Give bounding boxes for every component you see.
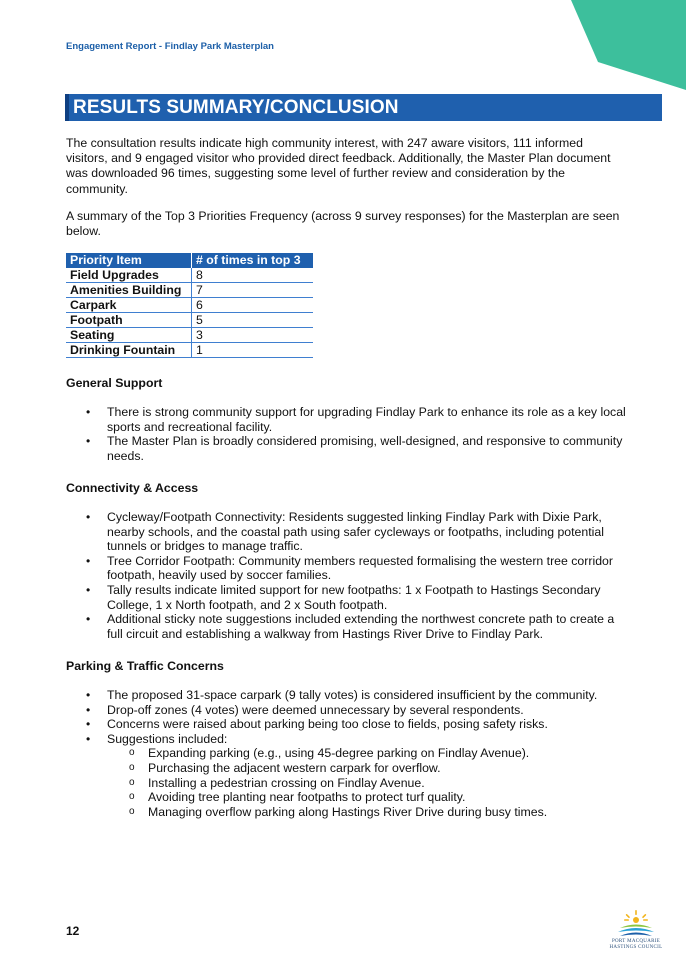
- priority-item-cell: Seating: [66, 328, 192, 343]
- sub-list-item: [107, 776, 632, 791]
- list-item-text: The Master Plan is broadly considered promising, well-designed, and responsive to community needs.: [107, 434, 623, 463]
- hollow-circle-icon: o: [129, 805, 135, 817]
- list-item: [66, 703, 632, 718]
- priority-item-cell: Carpark: [66, 298, 192, 313]
- count-cell: 1: [192, 343, 314, 358]
- hollow-circle-icon: o: [129, 747, 135, 759]
- list-item-text: Cycleway/Footpath Connectivity: Residents suggested linking Findlay Park with Dixie Park, nearby schools, and the coastal path using safer cycleways or footpaths, including potential tunnels or bridges to manage traffic.: [107, 510, 604, 554]
- list-item-text: Tree Corridor Footpath: Community members requested formalising the western tree corridor footpath, heavily used by soccer families.: [107, 553, 613, 583]
- sub-list-item: [107, 790, 632, 805]
- sub-list-item-text: Purchasing the adjacent western carpark for overflow.: [148, 760, 441, 775]
- count-cell: 5: [192, 313, 314, 328]
- sub-list-item: [107, 805, 632, 820]
- page-number: 12: [66, 924, 80, 938]
- list-item: [66, 510, 632, 554]
- column-header-count: # of times in top 3: [192, 253, 314, 268]
- bullet-dot-icon: •: [86, 582, 91, 597]
- table-header-row: [66, 253, 313, 268]
- list-item-text: There is strong community support for upgrading Findlay Park to enhance its role as a key local sports and recreational facility.: [107, 405, 626, 434]
- suggestions-sublist: [107, 746, 632, 819]
- summary-paragraph: A summary of the Top 3 Priorities Frequency (across 9 survey responses) for the Masterplan are seen below.: [66, 209, 620, 239]
- column-header-priority-item: Priority Item: [66, 253, 192, 268]
- priorities-table: [66, 253, 313, 358]
- priority-item-cell: Field Upgrades: [66, 268, 192, 283]
- sub-list-item: [107, 746, 632, 761]
- list-item: [66, 583, 632, 612]
- intro-paragraph: The consultation results indicate high community interest, with 247 aware visitors, 111 informed visitors, and 9 engaged visitor who provided direct feedback. Additionally, the Master Plan document was downloaded 96 times, suggesting some level of further review and consideration by the community.: [66, 136, 611, 196]
- connectivity-list: [66, 510, 632, 641]
- bullet-dot-icon: •: [86, 405, 91, 419]
- count-cell: 6: [192, 298, 314, 313]
- bullet-dot-icon: •: [86, 717, 91, 732]
- section-title: RESULTS SUMMARY/CONCLUSION: [65, 94, 662, 121]
- list-item: [66, 434, 632, 463]
- table-row: [66, 343, 313, 358]
- table-row: [66, 313, 313, 328]
- general-support-list: [66, 405, 632, 463]
- list-item: [66, 554, 632, 583]
- logo-line-2: HASTINGS COUNCIL: [609, 945, 663, 950]
- general-support-heading: General Support: [66, 376, 163, 390]
- council-logo-text: [604, 939, 668, 951]
- list-item: [66, 405, 632, 434]
- list-item: [66, 688, 632, 703]
- bullet-dot-icon: •: [86, 702, 91, 717]
- sub-list-item-text: Managing overflow parking along Hastings River Drive during busy times.: [148, 804, 548, 819]
- count-cell: 8: [192, 268, 314, 283]
- list-item-text: Concerns were raised about parking being too close to fields, posing safety risks.: [107, 717, 548, 732]
- sub-list-item-text: Avoiding tree planting near footpaths to protect turf quality.: [148, 790, 466, 805]
- hollow-circle-icon: o: [129, 776, 135, 788]
- sub-list-item: [107, 761, 632, 776]
- list-item: [66, 717, 632, 732]
- bullet-dot-icon: •: [86, 731, 91, 746]
- bullet-dot-icon: •: [86, 553, 91, 568]
- list-item-text: The proposed 31-space carpark (9 tally votes) is considered insufficient by the community.: [107, 688, 598, 702]
- bullet-dot-icon: •: [86, 612, 91, 627]
- list-item-text: Additional sticky note suggestions included extending the northwest concrete path to create a full circuit and establishing a walkway from Hastings River Drive to Findlay Park.: [107, 612, 615, 641]
- list-item-text: Drop-off zones (4 votes) were deemed unnecessary by several respondents.: [107, 702, 524, 717]
- table-row: [66, 298, 313, 313]
- sub-list-item-text: Expanding parking (e.g., using 45-degree parking on Findlay Avenue).: [148, 746, 530, 761]
- list-item-text: Tally results indicate limited support for new footpaths: 1 x Footpath to Hastings Secondary College, 1 x North footpath, and 2 x South footpath.: [107, 582, 601, 612]
- list-item: [66, 612, 632, 641]
- priority-item-cell: Drinking Fountain: [66, 343, 192, 358]
- sub-list-item-text: Installing a pedestrian crossing on Findlay Avenue.: [148, 775, 425, 790]
- count-cell: 3: [192, 328, 314, 343]
- bullet-dot-icon: •: [86, 688, 91, 702]
- running-header: Engagement Report - Findlay Park Masterplan: [66, 41, 274, 52]
- hollow-circle-icon: o: [129, 791, 135, 803]
- logo-line-1: PORT MACQUARIE: [611, 939, 661, 944]
- count-cell: 7: [192, 283, 314, 298]
- parking-list: [66, 688, 632, 819]
- connectivity-heading: Connectivity & Access: [66, 481, 199, 495]
- parking-heading: Parking & Traffic Concerns: [66, 659, 224, 673]
- bullet-dot-icon: •: [86, 434, 91, 449]
- priority-item-cell: Amenities Building: [66, 283, 192, 298]
- priority-item-cell: Footpath: [66, 313, 192, 328]
- table-row: [66, 268, 313, 283]
- table-row: [66, 283, 313, 298]
- table-row: [66, 328, 313, 343]
- list-item: [66, 732, 632, 820]
- list-item-text: Suggestions included:: [107, 731, 228, 746]
- hollow-circle-icon: o: [129, 761, 135, 773]
- bullet-dot-icon: •: [86, 510, 91, 524]
